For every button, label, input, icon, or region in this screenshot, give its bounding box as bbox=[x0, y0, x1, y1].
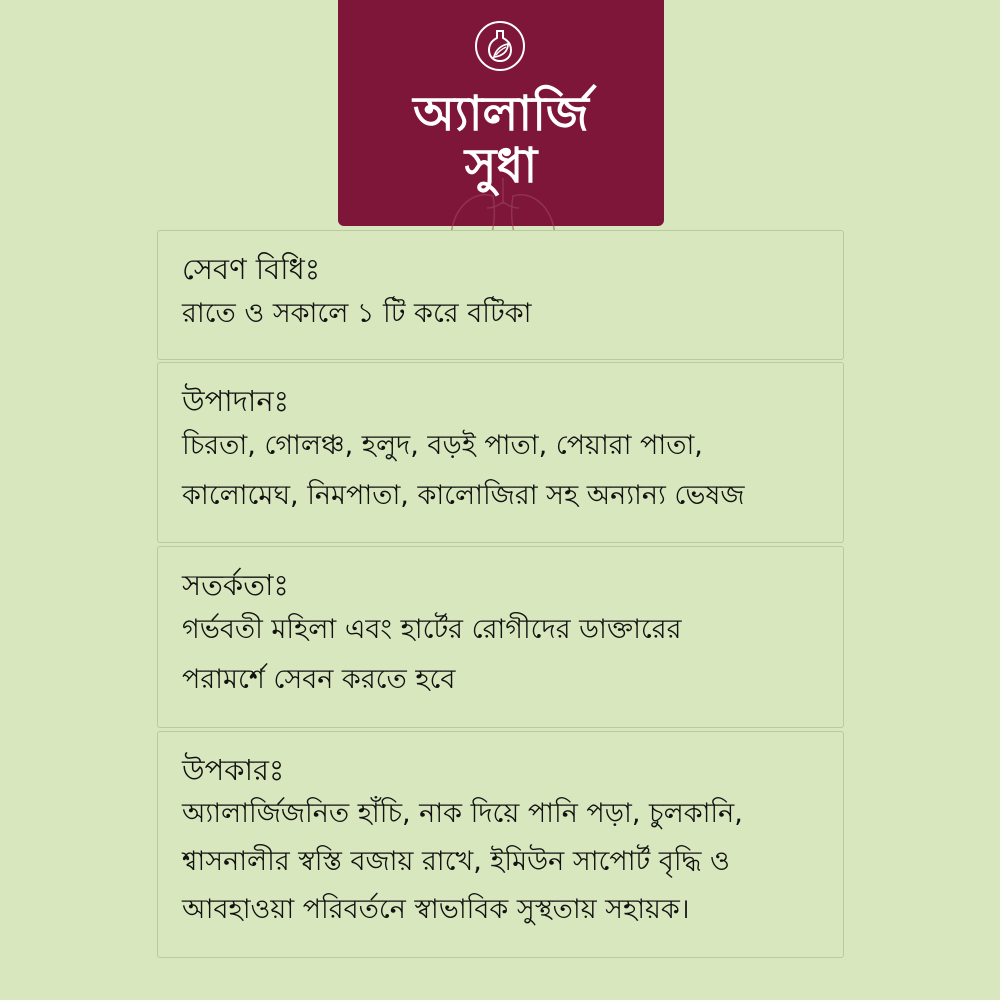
section-benefits bbox=[157, 731, 844, 958]
section-line: রাতে ও সকালে ১ টি করে বটিকা bbox=[182, 298, 532, 329]
section-line: আবহাওয়া পরিবর্তনে স্বাভাবিক সুস্থতায় সহায়ক। bbox=[182, 894, 690, 925]
section-title: সেবণ বিধিঃ bbox=[182, 252, 321, 286]
section-title: উপকারঃ bbox=[182, 753, 285, 787]
product-title-line1: অ্যালার্জি bbox=[413, 86, 589, 142]
section-caution bbox=[157, 546, 844, 728]
section-dosage bbox=[157, 230, 844, 360]
section-ingredients bbox=[157, 362, 844, 543]
herbal-bottle-icon bbox=[474, 20, 526, 72]
product-header bbox=[338, 0, 664, 226]
section-title: উপাদানঃ bbox=[182, 384, 290, 418]
product-title-line2: সুধা bbox=[464, 138, 538, 194]
section-line: পরামর্শে সেবন করতে হবে bbox=[182, 664, 456, 695]
section-line: শ্বাসনালীর স্বস্তি বজায় রাখে, ইমিউন সাপোর্ট বৃদ্ধি ও bbox=[182, 846, 730, 877]
section-title: সতর্কতাঃ bbox=[182, 568, 289, 602]
section-line: কালোমেঘ, নিমপাতা, কালোজিরা সহ অন্যান্য ভেষজ bbox=[182, 480, 745, 511]
section-line: অ্যালার্জিজনিত হাঁচি, নাক দিয়ে পানি পড়া, চুলকানি, bbox=[182, 798, 743, 829]
section-line: গর্ভবতী মহিলা এবং হার্টের রোগীদের ডাক্তারের bbox=[182, 614, 682, 645]
section-line: চিরতা, গোলঞ্চ, হলুদ, বড়ই পাতা, পেয়ারা পাতা, bbox=[182, 430, 703, 461]
